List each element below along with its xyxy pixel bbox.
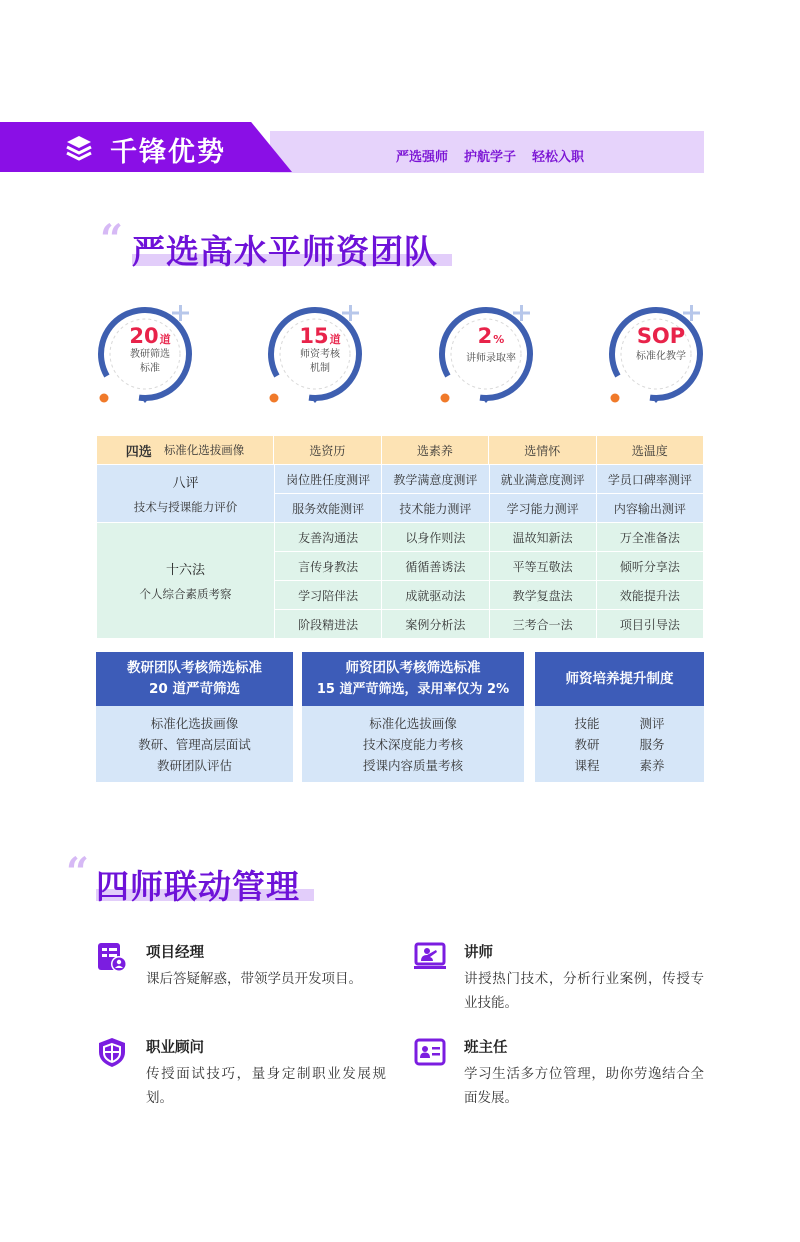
stat-caption: 机制 — [310, 363, 330, 374]
header-label: 四选 — [125, 444, 152, 460]
table-cell: 友善沟通法 — [275, 523, 381, 551]
box-title: 师资团队考核筛选标准 — [345, 660, 481, 676]
standard-box-training — [535, 652, 704, 782]
table-cell: 就业满意度测评 — [490, 465, 596, 493]
group-label: 八评 — [172, 476, 199, 491]
role-description: 课后答疑解惑，带领学员开发项目。 — [146, 971, 362, 987]
section-title-text: 严选高水平师资团队 — [132, 232, 438, 271]
table-cell: 循循善诱法 — [382, 552, 488, 580]
box-item: 标准化选拔画像 — [369, 715, 457, 731]
stat-ring — [265, 302, 375, 406]
role-description: 传授面试技巧，量身定制职业发展规划。 — [146, 1066, 386, 1106]
box-subtitle: 20 道严苛筛选 — [149, 681, 240, 697]
box-item: 教研团队评估 — [156, 757, 232, 773]
table-cell: 内容输出测评 — [597, 494, 703, 522]
slogan: 轻松入职 — [532, 150, 585, 165]
table-header-cell: 选情怀 — [489, 436, 595, 464]
table-header-cell: 选温度 — [597, 436, 703, 464]
box-item: 授课内容质量考核 — [362, 757, 463, 773]
stat-value: 20 — [129, 324, 159, 348]
box-item: 测评 — [639, 715, 665, 731]
lecturer-icon — [414, 941, 446, 973]
box-title: 师资培养提升制度 — [565, 670, 674, 687]
stat-value: 2 — [477, 324, 493, 348]
role-name: 班主任 — [464, 1040, 508, 1056]
table-cell: 项目引导法 — [597, 610, 703, 638]
role-career-advisor — [96, 1036, 386, 1110]
section-title-management — [66, 849, 326, 906]
stat-ring — [606, 302, 716, 406]
stat-ring — [95, 302, 205, 406]
box-item: 教研 — [574, 736, 600, 752]
table-cell: 岗位胜任度测评 — [275, 465, 381, 493]
table-header-cell: 选素养 — [382, 436, 488, 464]
section-title-text: 四师联动管理 — [96, 867, 300, 906]
slogan: 严选强师 — [396, 150, 449, 165]
table-cell: 技术能力测评 — [382, 494, 488, 522]
table-cell: 万全准备法 — [597, 523, 703, 551]
table-cell: 阶段精进法 — [275, 610, 381, 638]
role-project-manager — [96, 941, 386, 1015]
quote-mark-icon: “ — [66, 849, 90, 896]
header-sub: 标准化选拔画像 — [163, 443, 245, 457]
box-item: 课程 — [574, 757, 600, 773]
role-name: 职业顾问 — [146, 1040, 204, 1056]
role-description: 学习生活多方位管理，助你劳逸结合全面发展。 — [464, 1066, 704, 1106]
role-description: 讲授热门技术，分析行业案例，传授专业技能。 — [464, 971, 704, 1011]
table-header-row — [97, 436, 703, 464]
table-cell: 学员口碑率测评 — [597, 465, 703, 493]
table-cell: 温故知新法 — [490, 523, 596, 551]
stat-caption: 讲师录取率 — [466, 353, 516, 364]
banner-slogans — [396, 146, 584, 165]
layers-icon — [64, 133, 94, 163]
header-banner — [0, 122, 704, 172]
role-lecturer — [414, 941, 704, 1015]
table-cell: 学习能力测评 — [490, 494, 596, 522]
table-cell: 以身作则法 — [382, 523, 488, 551]
head-teacher-icon — [414, 1036, 446, 1068]
group-sub: 技术与授课能力评价 — [133, 500, 238, 514]
stat-caption: 标准化教学 — [636, 351, 686, 362]
box-title: 教研团队考核筛选标准 — [127, 660, 262, 676]
stat-unit: % — [493, 333, 505, 346]
box-item: 服务 — [639, 736, 665, 752]
box-item: 素养 — [639, 757, 665, 773]
box-item: 教研、管理高层面试 — [138, 736, 251, 752]
box-item: 技术深度能力考核 — [362, 736, 463, 752]
role-name: 讲师 — [464, 945, 493, 961]
banner-title: 千锋优势 — [110, 137, 226, 168]
stat-ring — [436, 302, 546, 406]
table-cell: 言传身教法 — [275, 552, 381, 580]
quote-mark-icon: “ — [100, 216, 124, 263]
role-name: 项目经理 — [146, 945, 204, 961]
table-cell: 成就驱动法 — [382, 581, 488, 609]
group-sub: 个人综合素质考察 — [139, 587, 232, 601]
table-cell: 教学满意度测评 — [382, 465, 488, 493]
slogan: 护航学子 — [464, 150, 517, 165]
table-header-cell: 选资历 — [274, 436, 380, 464]
group-label: 十六法 — [165, 563, 205, 578]
group-eight-evaluations — [97, 465, 703, 522]
table-cell: 案例分析法 — [382, 610, 488, 638]
stat-caption: 师资考核 — [300, 349, 340, 360]
standard-box-teachers — [302, 652, 524, 782]
stat-value: SOP — [636, 324, 686, 348]
table-cell: 三考合一法 — [490, 610, 596, 638]
table-cell: 学习陪伴法 — [275, 581, 381, 609]
stat-caption: 教研筛选 — [130, 349, 170, 360]
group-sixteen-methods — [97, 523, 703, 638]
stat-value: 15 — [299, 324, 329, 348]
table-cell: 效能提升法 — [597, 581, 703, 609]
stat-caption: 标准 — [140, 363, 160, 374]
section-title-teachers — [100, 216, 460, 271]
box-item: 标准化选拔画像 — [150, 715, 239, 731]
table-cell: 倾听分享法 — [597, 552, 703, 580]
evaluation-table — [97, 436, 703, 638]
table-cell: 教学复盘法 — [490, 581, 596, 609]
stat-unit: 道 — [329, 333, 341, 346]
project-manager-icon — [96, 941, 128, 973]
standard-box-research — [96, 652, 293, 782]
box-item: 技能 — [574, 715, 600, 731]
stat-unit: 道 — [159, 333, 171, 346]
role-head-teacher — [414, 1036, 704, 1110]
box-subtitle: 15 道严苛筛选，录用率仅为 2% — [316, 682, 510, 697]
table-cell: 平等互敬法 — [490, 552, 596, 580]
career-advisor-icon — [96, 1036, 128, 1068]
table-cell: 服务效能测评 — [275, 494, 381, 522]
